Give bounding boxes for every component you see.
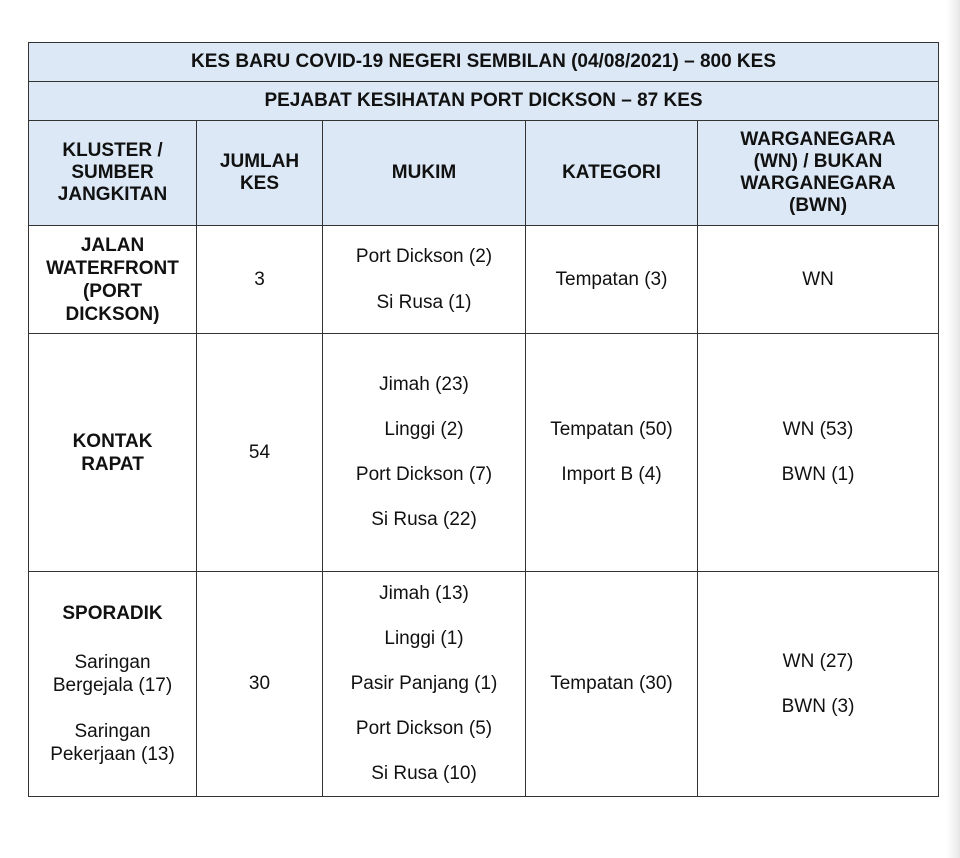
cell-mukim: Port Dickson (2) Si Rusa (1): [323, 226, 526, 334]
cell-wn: WN: [698, 226, 939, 334]
cell-jumlah: 3: [197, 226, 323, 334]
table-row: [29, 334, 939, 572]
cell-wn: WN (53) BWN (1): [698, 334, 939, 572]
table-row: [29, 572, 939, 797]
col-header-kategori: KATEGORI: [526, 121, 698, 226]
cell-kluster: SPORADIK Saringan Bergejala (17) Saringan Pekerjaan (13): [29, 572, 197, 797]
cell-kategori: Tempatan (50) Import B (4): [526, 334, 698, 572]
cell-kategori: Tempatan (3): [526, 226, 698, 334]
cell-kluster: KONTAK RAPAT: [29, 334, 197, 572]
page-edge-shadow: [946, 0, 960, 858]
cell-wn: WN (27) BWN (3): [698, 572, 939, 797]
col-header-wn: WARGANEGARA (WN) / BUKAN WARGANEGARA (BWN): [698, 121, 939, 226]
covid-cases-table: [28, 42, 939, 797]
table-subtitle: PEJABAT KESIHATAN PORT DICKSON – 87 KES: [29, 82, 939, 121]
table-row: [29, 226, 939, 334]
col-header-kluster: KLUSTER / SUMBER JANGKITAN: [29, 121, 197, 226]
cell-jumlah: 54: [197, 334, 323, 572]
cell-mukim: Jimah (23) Linggi (2) Port Dickson (7) Si Rusa (22): [323, 334, 526, 572]
col-header-jumlah: JUMLAH KES: [197, 121, 323, 226]
cell-mukim: Jimah (13) Linggi (1) Pasir Panjang (1) Port Dickson (5) Si Rusa (10): [323, 572, 526, 797]
cell-kategori: Tempatan (30): [526, 572, 698, 797]
cell-jumlah: 30: [197, 572, 323, 797]
table-title: KES BARU COVID-19 NEGERI SEMBILAN (04/08/2021) – 800 KES: [29, 43, 939, 82]
col-header-mukim: MUKIM: [323, 121, 526, 226]
cell-kluster: JALAN WATERFRONT (PORT DICKSON): [29, 226, 197, 334]
